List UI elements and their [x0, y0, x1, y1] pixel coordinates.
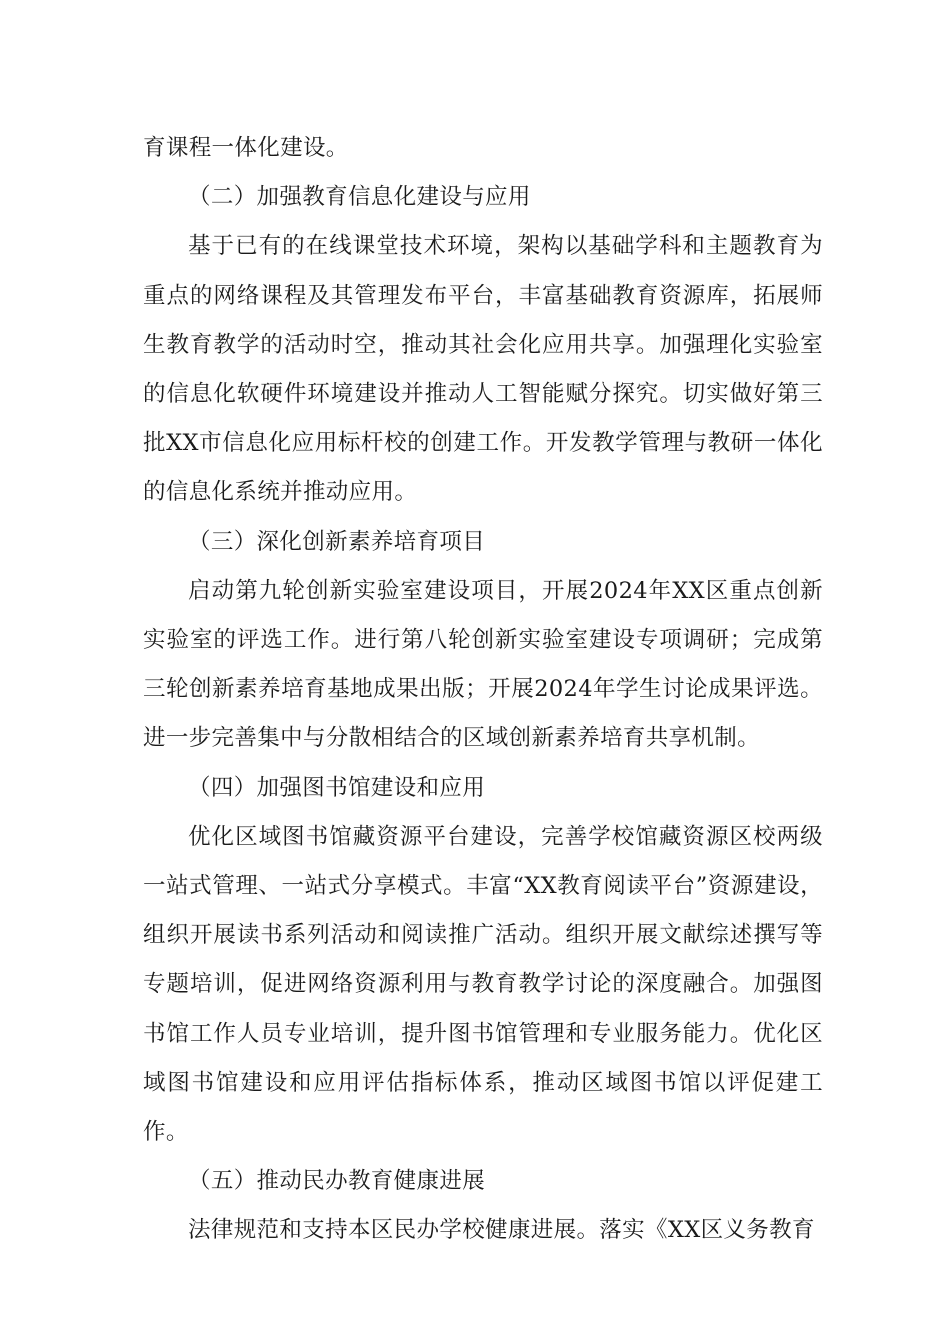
paragraph-innovation: 启动第九轮创新实验室建设项目，开展2024年XX区重点创新实验室的评选工作。进行第八轮创新实验室建设专项调研；完成第三轮创新素养培育基地成果出版；开展2024年学生讨论成果评选。进一步完善集中与分散相结合的区域创新素养培育共享机制。: [143, 577, 823, 752]
section-heading-4: （四）加强图书馆建设和应用: [188, 774, 486, 801]
paragraph-continuation: 育课程一体化建设。: [143, 135, 349, 161]
paragraph-private-education: 法律规范和支持本区民办学校健康进展。落实《XX区义务教育: [188, 1217, 815, 1244]
paragraph-library: 优化区域图书馆藏资源平台建设，完善学校馆藏资源区校两级一站式管理、一站式分享模式。丰富“XX教育阅读平台”资源建设，组织开展读书系列活动和阅读推广活动。组织开展文献综述撰写等专题培训，促进网络资源利用与教育教学讨论的深度融合。加强图书馆工作人员专业培训，提升图书馆管理和专业服务能力。优化区域图书馆建设和应用评估指标体系，推动区域图书馆以评促建工作。: [143, 823, 823, 1146]
section-heading-2: （二）加强教育信息化建设与应用: [188, 184, 531, 211]
section-heading-5: （五）推动民办教育健康进展: [188, 1168, 486, 1195]
paragraph-informatization: 基于已有的在线课堂技术环境，架构以基础学科和主题教育为重点的网络课程及其管理发布平台，丰富基础教育资源库，拓展师生教育教学的活动时空，推动其社会化应用共享。加强理化实验室的信息化软硬件环境建设并推动人工智能赋分探究。切实做好第三批XX市信息化应用标杆校的创建工作。开发教学管理与教研一体化的信息化系统并推动应用。: [143, 233, 823, 506]
section-heading-3: （三）深化创新素养培育项目: [188, 528, 486, 555]
document-body: [143, 124, 823, 1256]
